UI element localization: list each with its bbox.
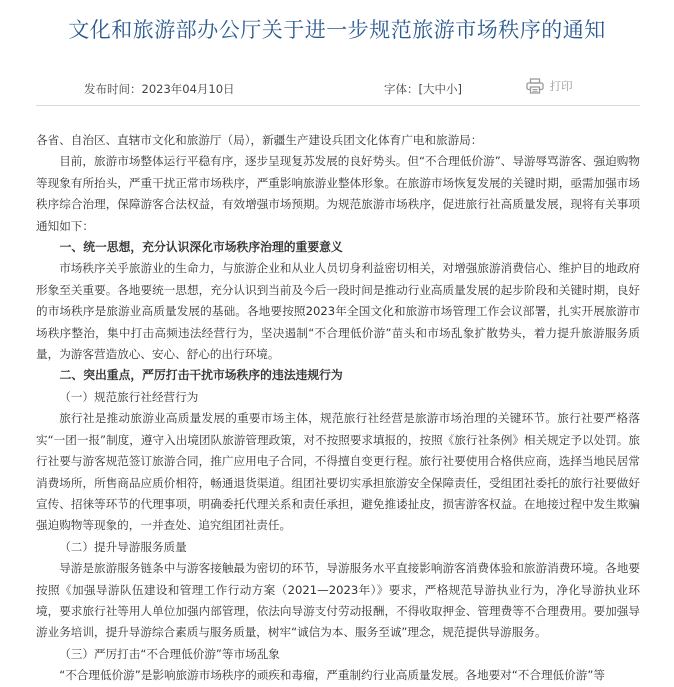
font-bracket-open: [: [418, 82, 423, 96]
publish-date: 2023年04月10日: [141, 82, 235, 96]
font-size-large-link[interactable]: 大: [423, 82, 435, 96]
subsection-2-heading: （二）提升导游服务质量: [59, 539, 187, 554]
article-body: [36, 130, 640, 687]
subsection-2-paragraph: 导游是旅游服务链条中与游客接触最为密切的环节，导游服务水平直接影响游客消费体验和旅游消费环境。各地要按照《加强导游队伍建设和管理工作行动方案（2021—2023年）》要求，严格规范导游执业行为，净化导游执业环境，要求旅行社等用人单位加强内部管理，依法向导游支付劳动报酬，不得收取押金、管理费等不合理费用。要加强导游业务培训，提升导游综合素质与服务质量，树牢“诚信为本、服务至诚”理念，规范提供导游服务。: [36, 561, 640, 640]
print-button[interactable]: [526, 78, 573, 94]
publish-time-label: 发布时间：: [84, 82, 142, 96]
publish-time: [84, 81, 235, 97]
intro-paragraph: 目前，旅游市场整体运行平稳有序，逐步呈现复苏发展的良好势头。但“不合理低价游”、导游辱骂游客、强迫购物等现象有所抬头，严重干扰正常市场秩序，严重影响旅游业整体形象。在旅游市场恢复发展的关键时期，亟需加强市场秩序综合治理，保障游客合法权益，有效增强市场预期。为规范旅游市场秩序，促进旅行社高质量发展，现将有关事项通知如下：: [36, 154, 640, 233]
section-2-heading: 二、突出重点，严厉打击干扰市场秩序的违法违规行为: [59, 368, 343, 383]
subsection-1-heading: （一）规范旅行社经营行为: [59, 389, 199, 404]
font-size-label: 字体：: [384, 82, 419, 96]
font-size-medium-link[interactable]: 中: [434, 82, 446, 96]
section-1-paragraph: 市场秩序关乎旅游业的生命力，与旅游企业和从业人员切身利益密切相关，对增强旅游消费信心、维护目的地政府形象至关重要。各地要统一思想，充分认识到当前及今后一段时间是推动行业高质量发展的起步阶段和关键时期，良好的市场秩序是旅游业高质量发展的基础。各地要按照2023年全国文化和旅游市场管理工作会议部署，扎实开展旅游市场秩序整治，集中打击高频违法经营行为，坚决遏制“不合理低价游”苗头和市场乱象扩散势头，着力提升旅游服务质量，为游客营造放心、安心、舒心的出行环境。: [36, 261, 640, 362]
subsection-3-heading: （三）严厉打击“不合理低价游”等市场乱象: [59, 646, 280, 661]
font-size-small-link[interactable]: 小: [446, 82, 458, 96]
salutation: 各省、自治区、直辖市文化和旅游厅（局），新疆生产建设兵团文化体育广电和旅游局：: [36, 133, 483, 147]
article-meta-bar: [36, 70, 640, 106]
subsection-3-paragraph: “不合理低价游”是影响旅游市场秩序的顽疾和毒瘤，严重制约行业高质量发展。各地要对“不合理低价游”等: [59, 668, 605, 683]
subsection-1-paragraph: 旅行社是推动旅游业高质量发展的重要市场主体，规范旅行社经营是旅游市场治理的关键环节。旅行社要严格落实“一团一报”制度，遵守入出境团队旅游管理政策，对不按照要求填报的，按照《旅行社条例》相关规定予以处罚。旅行社要与游客规范签订旅游合同，推广应用电子合同，不得擅自变更行程。旅行社要使用合格供应商，选择当地民居常消费场所，所售商品应质价相符，畅通退货渠道。组团社要切实承担旅游安全保障责任，受组团社委托的旅行社要做好宣传、招徕等环节的代理事项，明确委托代理关系和责任承担，避免推诿扯皮，损害游客权益。在地接过程中发生欺骗强迫购物等现象的，一并查处、追究组团社责任。: [36, 411, 640, 533]
printer-icon: [526, 79, 548, 93]
page-title: 文化和旅游部办公厅关于进一步规范旅游市场秩序的通知: [68, 18, 606, 42]
print-label: 打印: [549, 79, 573, 93]
section-1-heading: 一、统一思想，充分认识深化市场秩序治理的重要意义: [59, 240, 343, 255]
font-bracket-close: ]: [457, 82, 462, 96]
font-size-control: [384, 81, 462, 97]
